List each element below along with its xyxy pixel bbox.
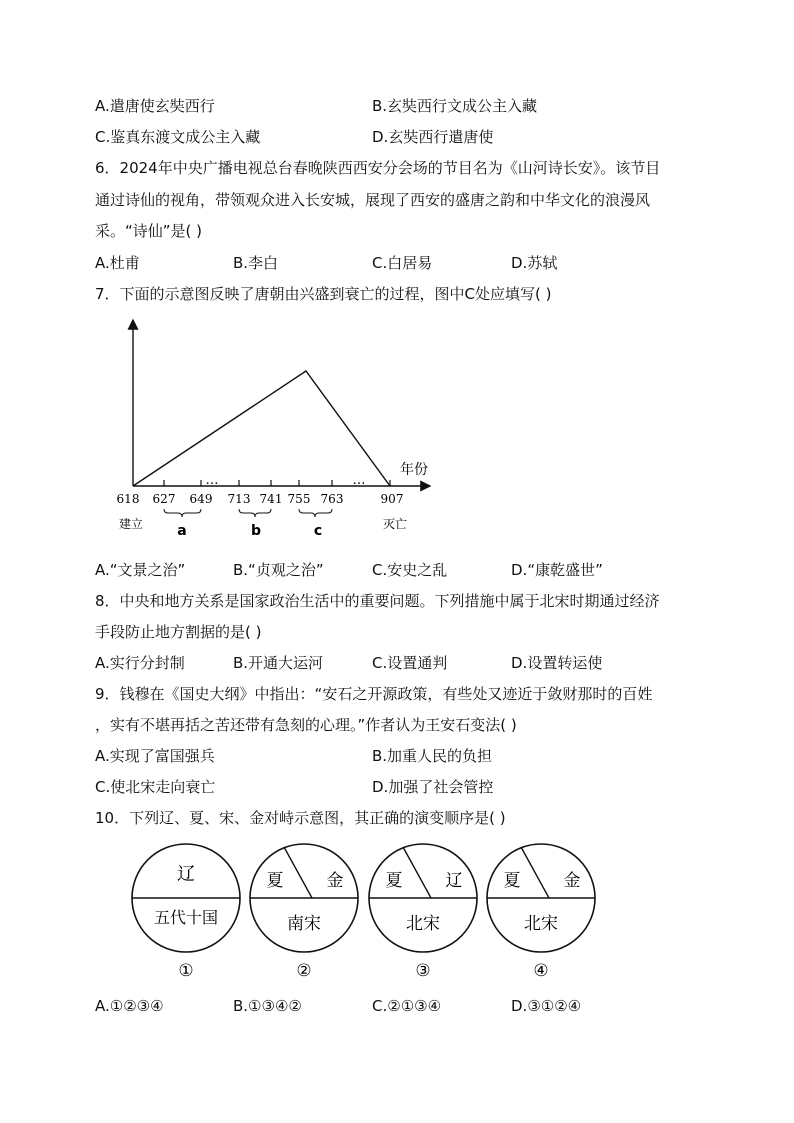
q8-option-d: D.设置转运使 bbox=[511, 654, 603, 672]
circle-2-left: 夏 bbox=[266, 871, 284, 891]
chart-ellipsis-2: … bbox=[352, 473, 366, 488]
q9-option-d: D.加强了社会管控 bbox=[372, 778, 494, 796]
q6-option-d: D.苏轼 bbox=[511, 254, 558, 272]
q10-option-c: C.②①③④ bbox=[372, 997, 442, 1015]
circle-3-right: 辽 bbox=[445, 871, 463, 891]
chart-start-label: 建立 bbox=[118, 517, 144, 531]
q5-option-c: C.鉴真东渡文成公主入藏 bbox=[95, 128, 261, 146]
tick-label-741: 741 bbox=[259, 492, 283, 506]
circle-3-bottom: 北宋 bbox=[406, 914, 440, 934]
q10-option-a: A.①②③④ bbox=[95, 997, 164, 1015]
circle-4-bottom: 北宋 bbox=[524, 914, 558, 934]
circle-1-top: 辽 bbox=[177, 864, 195, 885]
q6-stem-line-1: 6．2024年中央广播电视总台春晚陕西西安分会场的节目名为《山河诗长安》。该节目 bbox=[95, 159, 661, 177]
q7-option-b: B.“贞观之治” bbox=[233, 561, 324, 579]
chart-ellipsis-1: … bbox=[205, 473, 219, 488]
tick-label-649: 649 bbox=[189, 492, 213, 506]
q9-option-c: C.使北宋走向衰亡 bbox=[95, 778, 216, 796]
circle-2-number: ② bbox=[296, 961, 312, 981]
circle-3-split bbox=[403, 847, 431, 898]
circle-3-number: ③ bbox=[415, 961, 431, 981]
chart-x-label: 年份 bbox=[400, 462, 428, 478]
q5-option-d: D.玄奘西行遣唐使 bbox=[372, 128, 494, 146]
circle-2 bbox=[250, 844, 358, 952]
q9-stem-line-1: 9．钱穆在《国史大纲》中指出：“安石之开源政策，有些处又迹近于敛财那时的百姓 bbox=[95, 685, 653, 703]
circle-4-number: ④ bbox=[533, 961, 549, 981]
bracket-label-b: b bbox=[250, 523, 262, 539]
bracket-c bbox=[299, 509, 332, 517]
bracket-b bbox=[239, 509, 271, 517]
chart-end-label: 灭亡 bbox=[382, 517, 408, 531]
q6-option-b: B.李白 bbox=[233, 254, 279, 272]
q9-option-b: B.加重人民的负担 bbox=[372, 747, 493, 765]
q7-stem: 7．下面的示意图反映了唐朝由兴盛到衰亡的过程，图中C处应填写( ) bbox=[95, 285, 552, 303]
circle-3-left: 夏 bbox=[385, 871, 403, 891]
circle-2-split bbox=[284, 847, 312, 898]
circle-1-number: ① bbox=[178, 961, 194, 981]
bracket-a bbox=[164, 509, 201, 517]
q8-option-c: C.设置通判 bbox=[372, 654, 448, 672]
q7-option-d: D.“康乾盛世” bbox=[511, 561, 603, 579]
circle-4-split bbox=[521, 847, 549, 898]
circle-4-right: 金 bbox=[563, 871, 581, 891]
circle-1-bottom: 五代十国 bbox=[153, 908, 219, 927]
circle-3 bbox=[369, 844, 477, 952]
q6-option-c: C.白居易 bbox=[372, 254, 433, 272]
q10-stem: 10．下列辽、夏、宋、金对峙示意图，其正确的演变顺序是( ) bbox=[95, 809, 506, 827]
bracket-label-c: c bbox=[313, 523, 323, 539]
bracket-label-a: a bbox=[177, 523, 187, 539]
q7-option-a: A.“文景之治” bbox=[95, 561, 186, 579]
tick-label-907: 907 bbox=[380, 492, 404, 506]
q8-stem-line-2: 手段防止地方割据的是( ) bbox=[95, 623, 262, 641]
q9-stem-line-2: ，实有不堪再括之苦还带有急刻的心理。”作者认为王安石变法( ) bbox=[95, 716, 517, 734]
q7-option-c: C.安史之乱 bbox=[372, 561, 448, 579]
q10-option-d: D.③①②④ bbox=[511, 997, 582, 1015]
q8-option-b: B.开通大运河 bbox=[233, 654, 324, 672]
q6-stem-line-2: 通过诗仙的视角，带领观众进入长安城，展现了西安的盛唐之韵和中华文化的浪漫风 bbox=[95, 191, 651, 209]
q9-option-a: A.实现了富国强兵 bbox=[95, 747, 215, 765]
q6-stem-line-3: 采。“诗仙”是( ) bbox=[95, 222, 203, 240]
q5-option-b: B.玄奘西行文成公主入藏 bbox=[372, 97, 538, 115]
q8-stem-line-1: 8．中央和地方关系是国家政治生活中的重要问题。下列措施中属于北宋时期通过经济 bbox=[95, 592, 660, 610]
circle-2-bottom: 南宋 bbox=[287, 914, 321, 934]
circle-4-left: 夏 bbox=[503, 871, 521, 891]
q5-option-a: A.遣唐使玄奘西行 bbox=[95, 97, 215, 115]
chart-ticks bbox=[164, 480, 390, 486]
circle-4 bbox=[487, 844, 595, 952]
circle-1 bbox=[132, 844, 240, 952]
tick-label-713: 713 bbox=[227, 492, 251, 506]
tick-label-627: 627 bbox=[152, 492, 176, 506]
q8-option-a: A.实行分封制 bbox=[95, 654, 185, 672]
q6-option-a: A.杜甫 bbox=[95, 254, 140, 272]
chart-trend-line bbox=[133, 371, 390, 486]
circle-2-right: 金 bbox=[326, 871, 344, 891]
q10-option-b: B.①③④② bbox=[233, 997, 302, 1015]
tick-label-755: 755 bbox=[287, 492, 311, 506]
tick-label-618: 618 bbox=[116, 492, 140, 506]
tick-label-763: 763 bbox=[320, 492, 344, 506]
